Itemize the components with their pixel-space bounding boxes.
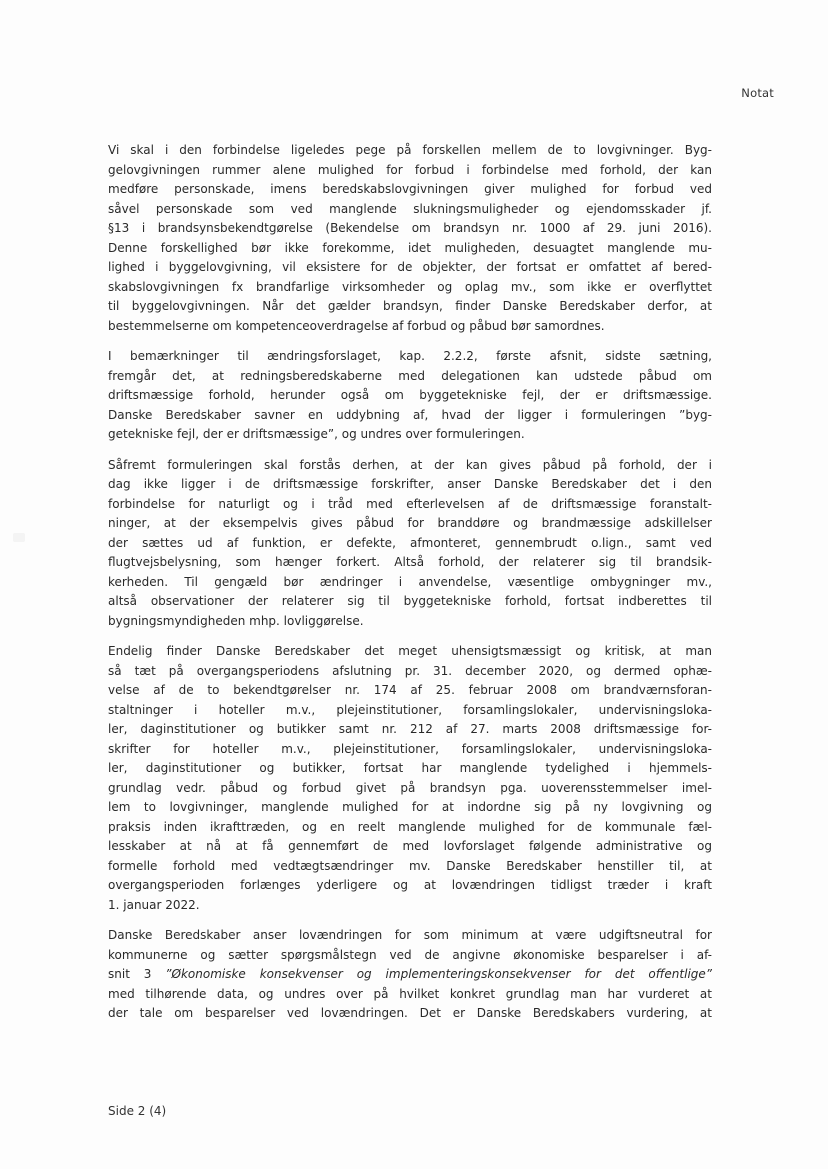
paragraph-4	[108, 642, 712, 915]
scan-smudge-artifact	[13, 533, 25, 542]
italic-citation-text: ”Økonomiske konsekvenser og implementeringskonsekvenser for det offentlige”	[165, 967, 712, 981]
text-line: Endelig finder Danske Beredskaber det meget uhensigtsmæssigt og kritisk, at man	[108, 644, 712, 658]
text-line: Vi skal i den forbindelse ligeledes pege på forskellen mellem de to lovgivninger. Byg-	[108, 143, 712, 157]
text-line: kommunerne og sætter spørgsmålstegn ved de angivne økonomiske besparelser i af-	[108, 947, 712, 962]
text-line: grundlag vedr. påbud og forbud givet på brandsyn pga. uoverensstemmelser imel-	[108, 780, 712, 795]
text-line: så tæt på overgangsperiodens afslutning pr. 31. december 2020, og dermed ophæ-	[108, 663, 712, 678]
text-line: lem to lovgivninger, manglende mulighed for at indordne sig på ny lovgivning og	[108, 800, 712, 814]
text-line: med tilhørende data, og undres over på hvilket konkret grundlag man har vurderet at	[108, 986, 712, 1001]
text-line	[108, 965, 712, 985]
paragraph-3	[108, 456, 712, 632]
text-line: ler, daginstitutioner og butikker samt nr. 212 af 27. marts 2008 driftsmæssige for-	[108, 722, 712, 736]
text-line: flugtvejsbelysning, som hænger forkert. Altså forhold, der relaterer sig til brandsik-	[108, 555, 712, 569]
text-line: dag ikke ligger i de driftsmæssige forskrifter, anser Danske Beredskaber det i den	[108, 477, 712, 491]
text-line: skabslovgivningen fx brandfarlige virksomheder og oplag mv., som ikke er overflyttet	[108, 279, 712, 294]
text-line: altså observationer der relaterer sig til byggetekniske forhold, fortsat indberettes til	[108, 594, 712, 608]
text-line: der tale om besparelser ved lovændringen. Det er Danske Beredskabers vurdering, at	[108, 1006, 712, 1020]
text-line: §13 i brandsynsbekendtgørelse (Bekendelse om brandsyn nr. 1000 af 29. juni 2016).	[108, 221, 712, 235]
text-line: Danske Beredskaber anser lovændringen for som minimum at være udgiftsneutral for	[108, 928, 712, 942]
paragraph-2	[108, 347, 712, 445]
text-line: velse af de to bekendtgørelser nr. 174 af 25. februar 2008 om brandværnsforan-	[108, 683, 712, 697]
text-line: lesskaber at nå at få gennemført de med lovforslaget følgende administrative og	[108, 839, 712, 853]
text-line: Såfremt formuleringen skal forstås derhen, at der kan gives påbud på forhold, der i	[108, 457, 712, 472]
text-line: ninger, at der eksempelvis gives påbud for branddøre og brandmæssige adskillelser	[108, 516, 712, 530]
document-body	[108, 141, 712, 1035]
text-line: staltninger i hoteller m.v., plejeinstitutioner, forsamlingslokaler, undervisningsloka-	[108, 702, 712, 717]
paragraph-1	[108, 141, 712, 336]
header-label: Notat	[741, 86, 774, 100]
text-line: formelle forhold med vedtægtsændringer mv. Danske Beredskaber henstiller til, at	[108, 858, 712, 873]
text-line: I bemærkninger til ændringsforslaget, kap. 2.2.2, første afsnit, sidste sætning,	[108, 349, 712, 363]
text-line: til byggelovgivningen. Når det gælder brandsyn, finder Danske Beredskaber derfor, at	[108, 299, 712, 313]
text-line: fremgår det, at redningsberedskaberne med delegationen kan udstede påbud om	[108, 368, 712, 383]
text-line: praksis inden ikrafttræden, og en reelt manglende mulighed for de kommunale fæl-	[108, 819, 712, 834]
text-line: kerheden. Til gengæld bør ændringer i anvendelse, væsentlige ombygninger mv.,	[108, 574, 712, 589]
text-segment: snit 3	[108, 967, 166, 981]
text-line: medføre personskade, imens beredskabslovgivningen giver mulighed for forbud ved	[108, 182, 712, 196]
text-line: bestemmelserne om kompetenceoverdragelse af forbud og påbud bør samordnes.	[108, 318, 605, 333]
text-line: getekniske fejl, der er driftsmæssige”, og undres over formuleringen.	[108, 427, 525, 441]
text-line: gelovgivningen rummer alene mulighed for forbud i forbindelse med forhold, der kan	[108, 162, 712, 177]
text-line: forbindelse for naturligt og i tråd med efterlevelsen af de driftsmæssige foranstalt-	[108, 496, 712, 511]
page-footer: Side 2 (4)	[108, 1104, 167, 1118]
text-line: der sættes ud af funktion, er defekte, afmonteret, gennembrudt o.lign., samt ved	[108, 535, 712, 550]
text-line: bygningsmyndigheden mhp. lovliggørelse.	[108, 613, 364, 628]
text-line: driftsmæssige forhold, herunder også om byggetekniske fejl, der er driftsmæssige.	[108, 388, 712, 402]
text-line: ler, daginstitutioner og butikker, fortsat har manglende tydelighed i hjemmels-	[108, 761, 712, 775]
text-line: såvel personskade som ved manglende slukningsmuligheder og ejendomsskader jf.	[108, 201, 712, 216]
text-line: skrifter for hoteller m.v., plejeinstitutioner, forsamlingslokaler, undervisningsloka-	[108, 741, 712, 756]
text-line: Danske Beredskaber savner en uddybning af, hvad der ligger i formuleringen ”byg-	[108, 407, 712, 422]
text-line: Denne forskellighed bør ikke forekomme, idet muligheden, desuagtet manglende mu-	[108, 240, 712, 255]
text-line: overgangsperioden forlænges yderligere og at lovændringen tidligst træder i kraft	[108, 878, 712, 892]
text-line: 1. januar 2022.	[108, 897, 200, 912]
text-line: lighed i byggelovgivning, vil eksistere for de objekter, der fortsat er omfattet af bered-	[108, 260, 712, 274]
paragraph-5	[108, 926, 712, 1024]
